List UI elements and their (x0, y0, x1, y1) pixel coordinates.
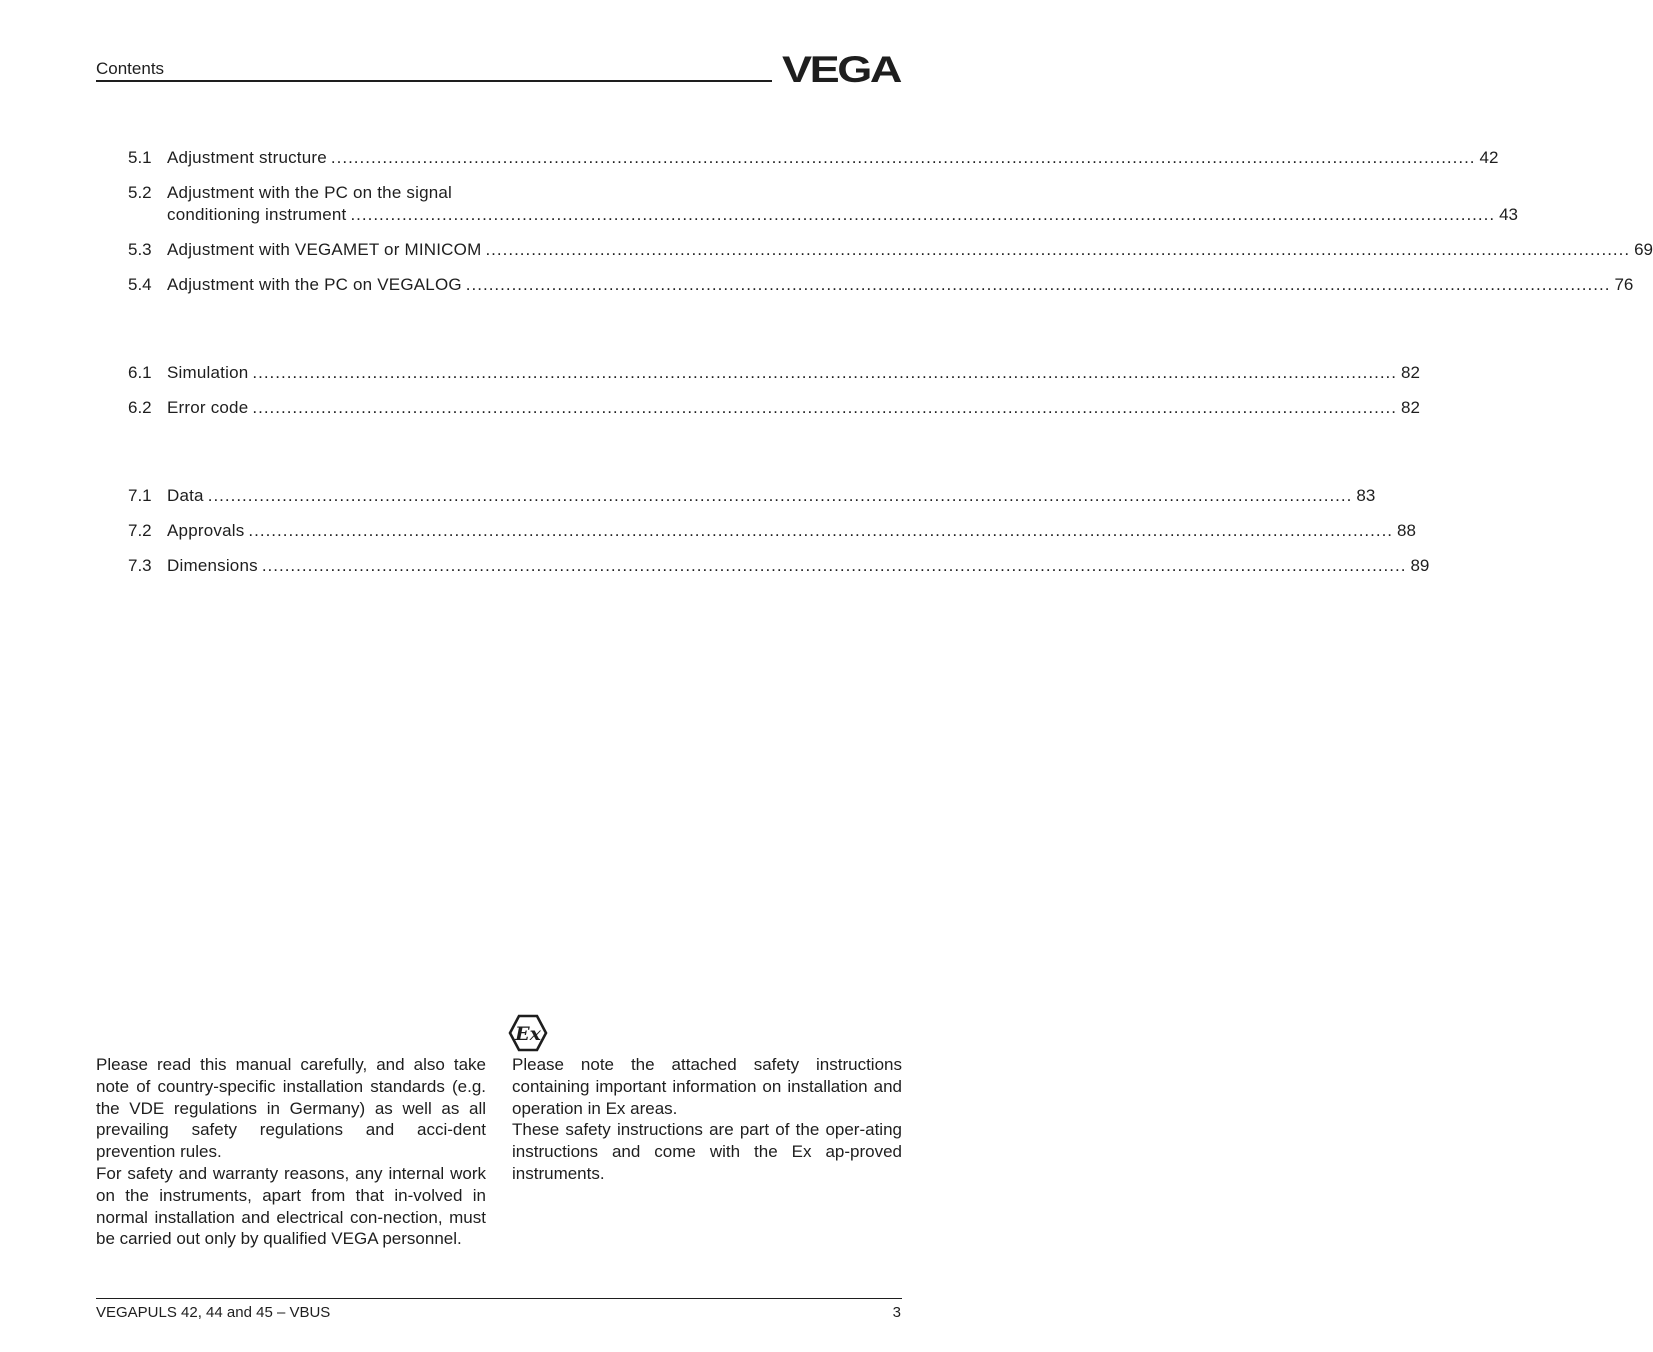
toc-section-number: 6.2 (128, 398, 152, 417)
svg-text:Ex: Ex (515, 1023, 541, 1045)
toc-entry (128, 274, 1634, 296)
page-number: 3 (892, 1304, 901, 1321)
toc-leader-dots (252, 397, 1397, 419)
note-paragraph: Please note the attached safety instructions containing important information on installation and operation in Ex areas. (512, 1055, 902, 1118)
toc-title: Adjustment with the PC on VEGALOG (167, 275, 462, 294)
toc-leader-dots (208, 485, 1353, 507)
toc-page-number: 82 (1401, 398, 1420, 417)
toc-section-number: 5.1 (128, 148, 152, 167)
footer-product-name: VEGAPULS 42, 44 and 45 – VBUS (96, 1304, 331, 1321)
ex-hexagon-icon (508, 1014, 548, 1052)
note-paragraph: These safety instructions are part of the oper-ating instructions and come with the Ex ap-proved instruments. (512, 1120, 902, 1183)
toc-group-7 (128, 485, 1430, 577)
toc-page-number: 82 (1401, 363, 1420, 382)
toc-title: Data (167, 486, 204, 505)
toc-title: Error code (167, 398, 249, 417)
toc-leader-dots (485, 239, 1630, 261)
toc-entry (128, 520, 1416, 542)
toc-section-number: 5.4 (128, 275, 152, 294)
header-title: Contents (96, 59, 165, 78)
toc-title: Simulation (167, 363, 249, 382)
toc-page-number: 42 (1479, 148, 1499, 167)
toc-section-number: 7.2 (128, 521, 152, 540)
toc-leader-dots (248, 520, 1393, 542)
toc-title: Adjustment structure (167, 148, 327, 167)
toc-entry (128, 485, 1376, 507)
toc-section-number: 5.3 (128, 240, 152, 259)
toc-section-number: 6.1 (128, 363, 152, 382)
safety-note-general (96, 1054, 486, 1250)
toc-entry (128, 362, 1420, 384)
header-divider (96, 80, 772, 82)
toc-page-number: 88 (1397, 521, 1416, 540)
toc-entry (128, 397, 1420, 419)
toc-leader-dots (262, 555, 1407, 577)
footer-divider (96, 1298, 902, 1299)
toc-leader-dots (350, 204, 1495, 226)
note-paragraph: For safety and warranty reasons, any internal work on the instruments, apart from that in-volved in normal installation and electrical con-nection, must be carried out only by qualified VEGA personnel. (96, 1163, 486, 1249)
toc-title: Approvals (167, 521, 245, 540)
toc-page-number: 89 (1410, 556, 1430, 575)
toc-group-5 (128, 147, 1653, 296)
toc-section-number: 5.2 (128, 183, 152, 202)
toc-entry (128, 555, 1430, 577)
table-of-contents (128, 147, 1653, 590)
toc-section-number: 7.1 (128, 486, 152, 505)
toc-entry (128, 147, 1499, 169)
toc-page-number: 76 (1614, 275, 1634, 294)
toc-group-6 (128, 362, 1420, 419)
toc-title: Adjustment with VEGAMET or MINICOM (167, 240, 482, 259)
vega-logo (782, 49, 902, 90)
svg-text:VEGA: VEGA (782, 49, 902, 90)
toc-leader-dots (252, 362, 1397, 384)
toc-leader-dots (331, 147, 1476, 169)
note-paragraph: Please read this manual carefully, and also take note of country-specific installation standards (e.g. the VDE regulations in Germany) as well as all prevailing safety regulations and acci-dent prevention rules. (96, 1055, 486, 1162)
toc-page-number: 69 (1634, 240, 1653, 259)
toc-title: Adjustment with the PC on the signal (167, 183, 453, 202)
toc-title: conditioning instrument (167, 205, 347, 224)
toc-entry (128, 182, 1518, 226)
toc-page-number: 43 (1499, 205, 1518, 224)
toc-entry (128, 239, 1653, 261)
safety-note-ex-areas (512, 1054, 902, 1185)
toc-leader-dots (466, 274, 1611, 296)
toc-section-number: 7.3 (128, 556, 152, 575)
toc-title: Dimensions (167, 556, 258, 575)
toc-page-number: 83 (1356, 486, 1376, 505)
